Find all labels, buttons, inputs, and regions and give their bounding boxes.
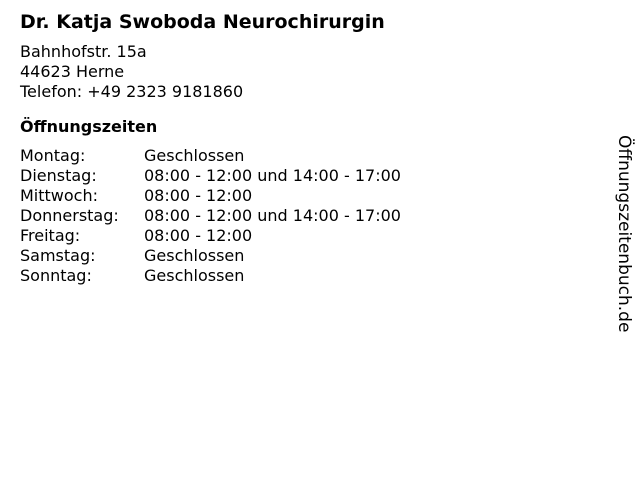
site-watermark: Öffnungszeitenbuch.de	[614, 135, 634, 333]
hours-row-sunday	[20, 266, 600, 286]
opening-hours-list	[20, 146, 600, 286]
hours-value: Geschlossen	[144, 146, 245, 165]
hours-value: Geschlossen	[144, 246, 245, 265]
hours-row-friday	[20, 226, 600, 246]
business-card	[20, 8, 600, 286]
street-address: Bahnhofstr. 15a	[20, 42, 147, 61]
hours-value: 08:00 - 12:00 und 14:00 - 17:00	[144, 166, 401, 185]
address-block	[20, 42, 600, 102]
hours-row-thursday	[20, 206, 600, 226]
day-label: Mittwoch:	[20, 186, 98, 205]
business-name: Dr. Katja Swoboda Neurochirurgin	[20, 11, 385, 33]
day-label: Freitag:	[20, 226, 81, 245]
opening-hours-heading: Öffnungszeiten	[20, 117, 158, 136]
hours-value: Geschlossen	[144, 266, 245, 285]
day-label: Dienstag:	[20, 166, 97, 185]
hours-row-monday	[20, 146, 600, 166]
hours-value: 08:00 - 12:00 und 14:00 - 17:00	[144, 206, 401, 225]
day-label: Montag:	[20, 146, 86, 165]
hours-value: 08:00 - 12:00	[144, 186, 253, 205]
hours-row-wednesday	[20, 186, 600, 206]
hours-row-saturday	[20, 246, 600, 266]
hours-row-tuesday	[20, 166, 600, 186]
city-address: 44623 Herne	[20, 62, 125, 81]
day-label: Samstag:	[20, 246, 96, 265]
day-label: Donnerstag:	[20, 206, 119, 225]
phone-number: Telefon: +49 2323 9181860	[20, 82, 244, 101]
hours-value: 08:00 - 12:00	[144, 226, 253, 245]
day-label: Sonntag:	[20, 266, 92, 285]
